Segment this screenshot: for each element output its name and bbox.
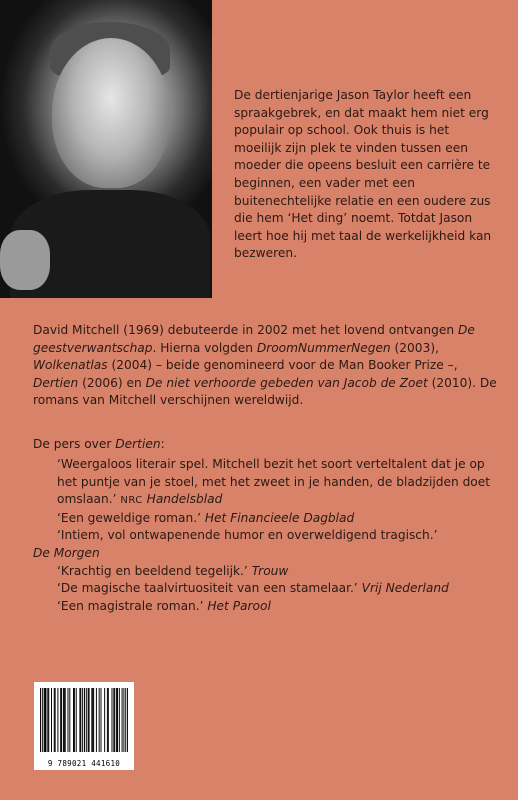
barcode-bar [122,688,123,752]
barcode-bar [54,688,55,752]
barcode-bar [42,688,43,752]
quote-text: ‘Een geweldige roman.’ [57,510,205,525]
press-quote-source-line [33,545,497,563]
quote-text: ‘Krachtig en beeldend tegelijk.’ [57,563,252,578]
press-quote [33,510,497,528]
isbn-barcode [34,682,134,770]
barcode-bar [79,688,80,752]
portrait-face [52,38,170,188]
press-quote [33,598,497,616]
barcode-bar [92,688,93,752]
barcode-bar [93,688,94,752]
press-heading-prefix: De pers over [33,437,116,451]
portrait-hand [0,230,50,290]
barcode-bar [47,688,48,752]
bio-text: David Mitchell (1969) debuteerde in 2002 met het lovend ontvangen [33,323,458,337]
press-heading [33,436,497,454]
isbn-digits: 9 789021 441610 [47,759,121,768]
quote-source: Het Parool [207,598,271,613]
author-portrait-photo [0,0,212,298]
barcode-bar [114,688,115,752]
press-heading-title: Dertien [115,437,161,451]
bio-title: Wolkenatlas [33,358,108,373]
barcode-bar [48,688,49,752]
bio-title: DroomNummerNegen [256,340,391,355]
quote-source: Vrij Nederland [361,581,449,596]
bio-text: . Hierna volgden [152,340,257,355]
quote-source: Handelsblad [142,492,223,507]
synopsis-blurb: De dertienjarige Jason Taylor heeft een spraakgebrek, en dat maakt hem niet erg populair op school. Ook thuis is het moeilijk zijn plek te vinden tussen een moeder die opeens besluit een carrière te beginnen, een vader met een buitenechtelijke relatie en een oudere zus die hem ‘Het ding’ noemt. Totdat Jason leert hoe hij met taal de werkelijkheid kan bezweren. [234,88,492,261]
barcode-bar [108,688,109,752]
quote-text: ‘Weergaloos literair spel. Mitchell bezit het soort verteltalent dat je op het puntje van je stoel, met het zweet in je handen, de bladzijden doet omslaan.’ [57,457,491,507]
barcode-bar [46,688,47,752]
barcode-bar [60,688,61,752]
barcode-bar [68,688,69,752]
barcode-bar [107,688,108,752]
press-heading-suffix: : [160,437,165,451]
barcode-bar [45,688,46,752]
bio-text: (2003), [390,340,439,355]
barcode-bar [99,688,100,752]
barcode-bar [88,688,89,752]
barcode-bar [123,688,124,752]
bio-title: Dertien [33,375,79,390]
barcode-bar [117,688,118,752]
barcode-bar [82,688,83,752]
barcode-bar [116,688,117,752]
bio-text: (2006) en [78,375,146,390]
barcode-bar [73,688,74,752]
quote-source: Het Financieele Dagblad [204,510,355,525]
barcode-bar [104,688,105,752]
barcode-bar [74,688,75,752]
barcode-bar [125,688,126,752]
barcode-bar [96,688,97,752]
barcode-bar [76,688,77,752]
bio-text: (2010). De romans van Mitchell verschijnen wereldwijd. [33,375,497,408]
barcode-bar [51,688,52,752]
barcode-bars [40,688,128,752]
press-quote [33,563,497,581]
author-bio [33,322,497,410]
press-quote [33,456,497,510]
barcode-bar [80,688,81,752]
quote-text: ‘Intiem, vol ontwapenende humor en overweldigend tragisch.’ [57,528,438,543]
quote-text: ‘De magische taalvirtuositeit van een stamelaar.’ [57,581,362,596]
barcode-bar [55,688,56,752]
barcode-bar [44,688,45,752]
bio-title: De geestverwantschap [33,323,475,355]
barcode-bar [112,688,113,752]
barcode-bar [57,688,58,752]
barcode-bar [101,688,102,752]
barcode-bar [86,688,87,752]
bio-text: (2004) – beide genomineerd voor de Man Booker Prize –, [107,358,458,373]
quote-text: ‘Een magistrale roman.’ [57,598,208,613]
press-quote [33,580,497,598]
barcode-bar [61,688,62,752]
barcode-bar [119,688,120,752]
barcode-bar [89,688,90,752]
quote-source-brand: NRC [120,495,143,507]
press-quotes [33,456,497,615]
barcode-bar [40,688,41,752]
barcode-bar [69,688,70,752]
barcode-bar [91,688,92,752]
bio-title: De niet verhoorde gebeden van Jacob de Zoet [145,375,428,390]
barcode-bar [84,688,85,752]
quote-source: De Morgen [33,545,100,560]
barcode-bar [63,688,64,752]
barcode-bar [64,688,65,752]
barcode-bar [65,688,66,752]
barcode-bar [113,688,114,752]
press-quote [33,527,497,545]
barcode-bar [127,688,128,752]
quote-source: Trouw [251,563,289,578]
